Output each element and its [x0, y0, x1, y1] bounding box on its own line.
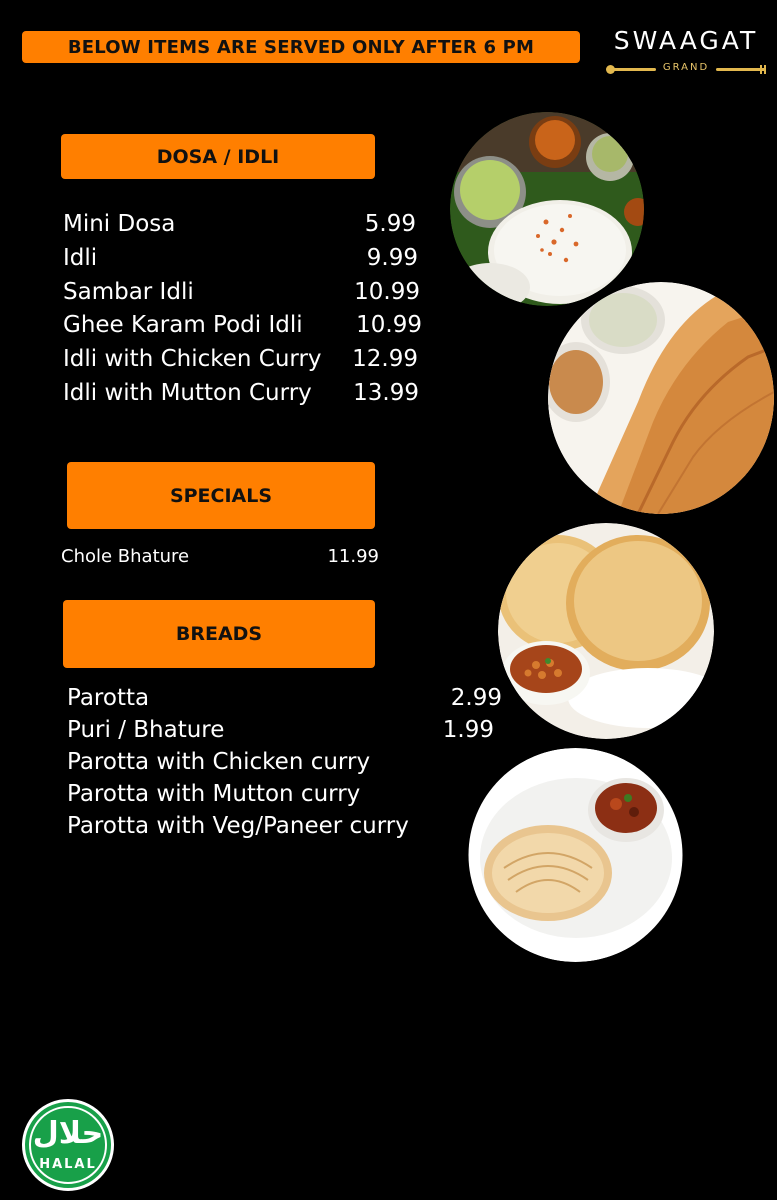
section-header-specials: SPECIALS — [67, 462, 375, 529]
menu-item-name: Idli — [63, 245, 98, 271]
idli-photo — [450, 112, 644, 306]
menu-item-price: 13.99 — [353, 380, 419, 406]
restaurant-logo — [606, 26, 766, 82]
menu-item-price: 10.99 — [356, 312, 422, 338]
menu-item-name: Puri / Bhature — [67, 717, 225, 743]
menu-item-name: Parotta — [67, 685, 150, 711]
menu-item-name: Sambar Idli — [63, 279, 194, 305]
menu-item-price: 1.99 — [442, 717, 494, 743]
parotta-photo — [468, 748, 683, 962]
logo-divider-right — [716, 68, 766, 71]
menu-item-price: 12.99 — [352, 346, 418, 372]
halal-badge — [22, 1099, 114, 1191]
dosa-photo — [548, 282, 774, 514]
chole-bhature-photo — [498, 523, 714, 739]
fork-icon — [760, 65, 766, 74]
logo-subtitle: GRAND — [662, 62, 710, 73]
menu-item-name: Idli with Chicken Curry — [63, 346, 322, 372]
menu-item-price: 2.99 — [450, 685, 502, 711]
service-time-banner: BELOW ITEMS ARE SERVED ONLY AFTER 6 PM — [22, 31, 580, 63]
menu-item-name: Parotta with Chicken curry — [67, 749, 371, 775]
menu-item-name: Parotta with Veg/Paneer curry — [67, 813, 409, 839]
menu-item-name: Parotta with Mutton curry — [67, 781, 361, 807]
halal-label: HALAL — [39, 1157, 97, 1172]
menu-item-name: Chole Bhature — [61, 546, 190, 567]
section-header-breads: BREADS — [63, 600, 375, 668]
menu-item-price: 10.99 — [354, 279, 420, 305]
menu-item-name: Mini Dosa — [63, 211, 176, 237]
logo-name: SWAAGAT — [613, 26, 759, 55]
menu-item-price: 5.99 — [364, 211, 416, 237]
menu-item-name: Idli with Mutton Curry — [63, 380, 312, 406]
section-header-dosa-idli: DOSA / IDLI — [61, 134, 375, 179]
menu-item-price: 9.99 — [366, 245, 418, 271]
halal-arabic-text: حلال — [32, 1116, 104, 1151]
menu-item-price: 11.99 — [327, 546, 379, 567]
menu-item-name: Ghee Karam Podi Idli — [63, 312, 303, 338]
